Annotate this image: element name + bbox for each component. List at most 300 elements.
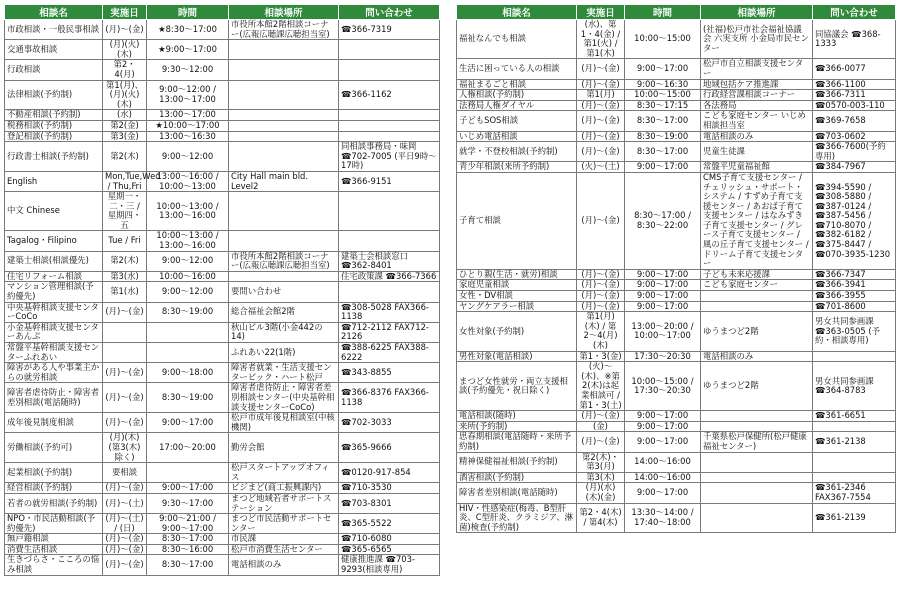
- cell-place: [229, 110, 339, 121]
- table-row: [5, 40, 440, 60]
- cell-day: 第2(木): [103, 251, 147, 271]
- cell-contact: ☎0570-003-110: [813, 100, 896, 111]
- header-place: 相談場所: [701, 5, 813, 20]
- cell-day: 要相談: [103, 463, 147, 483]
- cell-name: 障害者差別相談(電話随時): [457, 483, 577, 503]
- cell-day: (月)〜(金): [103, 483, 147, 494]
- cell-place: CMS子育て支援センター / チェリッシュ・サポート・システム / すずめ子育て支援センター / あおば子育て支援センター / はなみずき子育て支援センター / グレース子育て支援センター / 風の丘子育て支援センター / ドリーム子育て支援センター: [701, 172, 813, 269]
- table-row: [5, 120, 440, 131]
- cell-contact: 男女共同参画課 ☎364-8783: [813, 362, 896, 411]
- cell-contact: ☎366-3941: [813, 280, 896, 291]
- cell-place: [229, 142, 339, 172]
- cell-day: (月)〜(金): [577, 280, 625, 291]
- table-row: [5, 413, 440, 433]
- cell-place: [701, 503, 813, 533]
- table-row: [457, 452, 896, 472]
- cell-contact: ☎703-8301: [339, 493, 440, 513]
- cell-name: 酒害相談(予約制): [457, 472, 577, 483]
- cell-contact: ☎365-6565: [339, 544, 440, 555]
- cell-contact: 男女共同参画課 ☎363-0505 (予約・相談専用): [813, 312, 896, 351]
- cell-day: (水)、第1・4(金) / 第1(火) / 第1(木): [577, 20, 625, 59]
- cell-name: Tagalog・Filipino: [5, 231, 103, 251]
- cell-day: (月)〜(金): [103, 302, 147, 322]
- cell-place: [229, 192, 339, 231]
- table-row: [5, 131, 440, 142]
- table-row: [5, 514, 440, 534]
- table-row: [5, 282, 440, 302]
- cell-day: (月)〜(金): [103, 20, 147, 40]
- cell-name: 障害者虐待防止・障害者差別相談(電話随時): [5, 383, 103, 413]
- cell-day: 第2・4(月): [103, 60, 147, 80]
- cell-place: [701, 472, 813, 483]
- cell-time: ★8:30〜17:00: [147, 20, 229, 40]
- cell-name: 青少年相談(来所予約制): [457, 162, 577, 173]
- table-row: [5, 544, 440, 555]
- cell-contact: ☎710-6080: [339, 534, 440, 545]
- cell-time: 9:00〜17:00: [625, 301, 701, 312]
- cell-contact: ☎703-0602: [813, 131, 896, 142]
- right-table-panel: [456, 4, 896, 533]
- cell-name: HIV・性感染症(梅毒、B型肝炎、C型肝炎、クラミジア、淋菌)検査(予約制): [457, 503, 577, 533]
- cell-contact: 健康推進課 ☎703-9293(相談専用): [339, 555, 440, 575]
- cell-name: 起業相談(予約制): [5, 463, 103, 483]
- cell-day: 第2(金): [103, 120, 147, 131]
- cell-contact: ☎712-2112 FAX712-2126: [339, 322, 440, 342]
- cell-contact: ☎0120-917-854: [339, 463, 440, 483]
- cell-day: 第3(木): [577, 472, 625, 483]
- table-row: [457, 483, 896, 503]
- cell-day: (月)〜(金): [577, 59, 625, 79]
- cell-name: 行政相談: [5, 60, 103, 80]
- table-row: [5, 343, 440, 363]
- cell-time: 8:30〜17:00: [147, 555, 229, 575]
- right-header-row: [457, 5, 896, 20]
- cell-place: 総合福祉会館2階: [229, 302, 339, 322]
- table-row: [5, 322, 440, 342]
- cell-time: 9:00〜17:00: [625, 291, 701, 302]
- cell-day: (月)〜(金): [103, 363, 147, 383]
- table-row: [457, 312, 896, 351]
- cell-name: ヤングケアラー相談: [457, 301, 577, 312]
- table-row: [457, 411, 896, 422]
- header-contact: 問い合わせ: [813, 5, 896, 20]
- cell-name: 福祉まるごと相談: [457, 79, 577, 90]
- cell-contact: ☎308-5028 FAX366-1138: [339, 302, 440, 322]
- table-row: [457, 472, 896, 483]
- cell-time: 8:30〜17:00 / 8:30〜22:00: [625, 172, 701, 269]
- cell-name: 障害がある人や事業主からの就労相談: [5, 363, 103, 383]
- cell-contact: [339, 231, 440, 251]
- cell-time: 9:00〜21:00 / 9:00〜17:00: [147, 514, 229, 534]
- cell-time: 8:30〜19:00: [147, 383, 229, 413]
- cell-name: 法務局人権ダイヤル: [457, 100, 577, 111]
- cell-time: 8:30〜19:00: [625, 131, 701, 142]
- cell-day: (月)〜(金): [577, 269, 625, 280]
- table-row: [457, 100, 896, 111]
- cell-name: 消費生活相談: [5, 544, 103, 555]
- cell-day: 第1(月)(木) / 第2〜4(月)(木): [577, 312, 625, 351]
- cell-time: ★10:00〜17:00: [147, 120, 229, 131]
- cell-place: ふれあい22(1階): [229, 343, 339, 363]
- cell-place: 障害者虐待防止・障害者差別相談センター(中央基幹相談支援センターCoCo): [229, 383, 339, 413]
- cell-day: 第2(木)・第3(月): [577, 452, 625, 472]
- cell-contact: 建築士会相談窓口 ☎362-8401: [339, 251, 440, 271]
- cell-time: 9:00〜17:00: [147, 483, 229, 494]
- table-row: [5, 60, 440, 80]
- table-row: [457, 280, 896, 291]
- table-row: [5, 534, 440, 545]
- cell-name: 不動産相談(予約制): [5, 110, 103, 121]
- cell-time: 9:30〜17:00: [147, 493, 229, 513]
- cell-place: [229, 60, 339, 80]
- cell-time: 9:00〜17:00: [147, 413, 229, 433]
- cell-time: 10:00〜15:00: [625, 90, 701, 101]
- table-row: [5, 363, 440, 383]
- cell-contact: ☎366-3955: [813, 291, 896, 302]
- cell-name: 子どもSOS相談: [457, 111, 577, 131]
- table-row: [457, 131, 896, 142]
- cell-place: 行政経営課相談コーナー: [701, 90, 813, 101]
- cell-contact: 同協議会 ☎368-1333: [813, 20, 896, 59]
- cell-day: (月)〜(金): [577, 411, 625, 422]
- cell-time: 8:30〜19:00: [147, 302, 229, 322]
- cell-contact: [813, 421, 896, 432]
- cell-name: 家庭児童相談: [457, 280, 577, 291]
- cell-place: 市役所本館2階相談コーナー(広報広聴課広聴担当室): [229, 20, 339, 40]
- cell-contact: ☎361-6651: [813, 411, 896, 422]
- cell-day: (月)〜(金): [103, 534, 147, 545]
- cell-name: まつど女性就労・両立支援相談(予約優先・祝日除く): [457, 362, 577, 411]
- cell-contact: ☎366-7347: [813, 269, 896, 280]
- cell-name: 経営相談(予約制): [5, 483, 103, 494]
- cell-day: 第1・3(金): [577, 351, 625, 362]
- cell-contact: ☎366-1100: [813, 79, 896, 90]
- cell-place: まつど市民活動サポートセンター: [229, 514, 339, 534]
- cell-name: 男性対象(電話相談): [457, 351, 577, 362]
- cell-day: 第1(月)、(月)(火)(木): [103, 80, 147, 110]
- cell-time: 8:30〜16:00: [147, 544, 229, 555]
- table-row: [457, 142, 896, 162]
- cell-day: (月)〜(金): [577, 432, 625, 452]
- cell-day: (月)〜(土): [103, 493, 147, 513]
- cell-day: [103, 343, 147, 363]
- table-row: [457, 162, 896, 173]
- cell-day: 第3(水): [103, 271, 147, 282]
- cell-time: 13:30〜14:00 / 17:40〜18:00: [625, 503, 701, 533]
- header-consultation-name: 相談名: [5, 5, 103, 20]
- header-contact: 問い合わせ: [339, 5, 440, 20]
- cell-contact: [813, 351, 896, 362]
- cell-day: (月)〜(金): [577, 131, 625, 142]
- left-header-row: [5, 5, 440, 20]
- header-time: 時間: [147, 5, 229, 20]
- cell-name: 生活に困っている人の相談: [457, 59, 577, 79]
- cell-contact: [339, 110, 440, 121]
- cell-contact: ☎365-9666: [339, 433, 440, 463]
- cell-place: ビジまど(商工振興課内): [229, 483, 339, 494]
- table-row: [5, 383, 440, 413]
- cell-contact: 住宅政策課 ☎366-7366: [339, 271, 440, 282]
- cell-name: 交通事故相談: [5, 40, 103, 60]
- header-place: 相談場所: [229, 5, 339, 20]
- cell-place: 千葉県松戸保健所(松戸健康福祉センター): [701, 432, 813, 452]
- cell-place: 市民課: [229, 534, 339, 545]
- cell-time: [147, 322, 229, 342]
- cell-day: 第3(金): [103, 131, 147, 142]
- cell-name: 福祉なんでも相談: [457, 20, 577, 59]
- cell-time: 8:30〜17:15: [625, 100, 701, 111]
- cell-place: こども家庭センター: [701, 280, 813, 291]
- cell-name: 女性対象(予約制): [457, 312, 577, 351]
- table-row: [5, 302, 440, 322]
- cell-time: 9:00〜17:00: [625, 280, 701, 291]
- cell-contact: ☎361-2138: [813, 432, 896, 452]
- cell-time: 13:00〜20:00 / 10:00〜17:00: [625, 312, 701, 351]
- table-row: [5, 20, 440, 40]
- cell-contact: [813, 472, 896, 483]
- table-row: [457, 291, 896, 302]
- cell-place: [701, 483, 813, 503]
- cell-place: (社福)松戸市社会福祉協議会 六実支所 小金局市民センター: [701, 20, 813, 59]
- header-time: 時間: [625, 5, 701, 20]
- cell-contact: ☎384-7967: [813, 162, 896, 173]
- cell-day: Mon,Tue,Wed / Thu,Fri: [103, 171, 147, 191]
- cell-name: 成年後見制度相談: [5, 413, 103, 433]
- cell-contact: ☎361-2139: [813, 503, 896, 533]
- cell-place: 松戸市消費生活センター: [229, 544, 339, 555]
- cell-name: 市政相談・一般民事相談: [5, 20, 103, 40]
- cell-place: 市役所本館2階相談コーナー(広報広聴課広聴担当室): [229, 251, 339, 271]
- cell-time: 9:00〜17:00: [625, 432, 701, 452]
- cell-day: (月)〜(金): [577, 172, 625, 269]
- header-day: 実施日: [577, 5, 625, 20]
- cell-day: (月)(水)(木)(金): [577, 483, 625, 503]
- cell-place: [701, 421, 813, 432]
- cell-time: ★9:00〜17:00: [147, 40, 229, 60]
- cell-place: 松戸市成年後見相談室(中核機関): [229, 413, 339, 433]
- cell-time: 9:00〜12:00: [147, 142, 229, 172]
- table-row: [457, 20, 896, 59]
- cell-time: 8:30〜17:00: [147, 534, 229, 545]
- cell-day: (火)〜(木)、※第2(木)は起業相談可 / 第1・3(土): [577, 362, 625, 411]
- cell-contact: ☎702-3033: [339, 413, 440, 433]
- table-row: [457, 503, 896, 533]
- cell-time: 17:30〜20:30: [625, 351, 701, 362]
- cell-place: 地域包括ケア推進課: [701, 79, 813, 90]
- cell-time: 9:30〜12:00: [147, 60, 229, 80]
- cell-name: 来所(予約制): [457, 421, 577, 432]
- cell-place: [701, 301, 813, 312]
- cell-day: (月)〜(金): [577, 79, 625, 90]
- cell-name: 電話相談(随時): [457, 411, 577, 422]
- cell-place: [229, 271, 339, 282]
- cell-name: 無戸籍相談: [5, 534, 103, 545]
- cell-contact: ☎366-7319: [339, 20, 440, 40]
- cell-contact: ☎361-2346 FAX367-7554: [813, 483, 896, 503]
- cell-day: (金): [577, 421, 625, 432]
- cell-time: 13:00〜16:30: [147, 131, 229, 142]
- header-day: 実施日: [103, 5, 147, 20]
- cell-place: [229, 231, 339, 251]
- cell-contact: ☎388-6225 FAX388-6222: [339, 343, 440, 363]
- cell-place: 常盤平児童福祉館: [701, 162, 813, 173]
- cell-name: 若者の就労相談(予約制): [5, 493, 103, 513]
- cell-day: 第2・4(木) / 第4(木): [577, 503, 625, 533]
- cell-place: [229, 80, 339, 110]
- cell-name: いじめ電話相談: [457, 131, 577, 142]
- cell-time: 9:00〜17:00: [625, 411, 701, 422]
- cell-place: [229, 131, 339, 142]
- cell-time: 10:00〜13:00 / 13:00〜16:00: [147, 192, 229, 231]
- cell-contact: ☎394-5590 / ☎308-5880 / ☎387-0124 / ☎387-5456 / ☎710-8070 / ☎382-6182 / ☎375-8447 / ☎070-3935-1230: [813, 172, 896, 269]
- cell-name: ひとり親(生活・就労)相談: [457, 269, 577, 280]
- table-row: [457, 362, 896, 411]
- cell-place: 各法務局: [701, 100, 813, 111]
- cell-contact: ☎366-0077: [813, 59, 896, 79]
- cell-place: [229, 120, 339, 131]
- table-row: [5, 231, 440, 251]
- cell-day: (月)〜(金): [103, 413, 147, 433]
- cell-day: (月)〜(金): [577, 111, 625, 131]
- cell-day: (月)〜(土) / (日): [103, 514, 147, 534]
- cell-place: 電話相談のみ: [701, 131, 813, 142]
- cell-day: (月)〜(金): [577, 301, 625, 312]
- cell-name: 小金基幹相談支援センターあんぷ: [5, 322, 103, 342]
- cell-day: (月)〜(金): [103, 544, 147, 555]
- cell-place: ゆうまつど2階: [701, 362, 813, 411]
- cell-time: 9:00〜12:00: [147, 251, 229, 271]
- cell-place: 電話相談のみ: [229, 555, 339, 575]
- header-consultation-name: 相談名: [457, 5, 577, 20]
- cell-time: 9:00〜17:00: [625, 421, 701, 432]
- cell-day: (月)(火)(木): [103, 40, 147, 60]
- cell-contact: [339, 192, 440, 231]
- cell-time: 10:00〜15:00 / 17:30〜20:30: [625, 362, 701, 411]
- cell-contact: ☎369-7658: [813, 111, 896, 131]
- cell-place: 子ども未来応援課: [701, 269, 813, 280]
- cell-name: 精神保健福祉相談(予約制): [457, 452, 577, 472]
- left-consultation-table: [4, 4, 440, 576]
- cell-contact: [339, 60, 440, 80]
- cell-name: マンション管理相談(予約優先): [5, 282, 103, 302]
- table-row: [5, 483, 440, 494]
- cell-contact: ☎366-9151: [339, 171, 440, 191]
- cell-name: 住宅リフォーム相談: [5, 271, 103, 282]
- table-row: [5, 251, 440, 271]
- cell-time: 9:00〜12:00: [147, 282, 229, 302]
- cell-time: 8:30〜17:00: [625, 142, 701, 162]
- cell-day: (月)〜(金): [577, 142, 625, 162]
- cell-contact: ☎343-8855: [339, 363, 440, 383]
- table-row: [457, 432, 896, 452]
- cell-time: 13:00〜16:00 / 10:00〜13:00: [147, 171, 229, 191]
- cell-place: 松戸市自立相談支援センター: [701, 59, 813, 79]
- cell-time: [147, 463, 229, 483]
- cell-time: 9:00〜12:00 / 13:00〜17:00: [147, 80, 229, 110]
- cell-time: 14:00〜16:00: [625, 452, 701, 472]
- table-row: [5, 493, 440, 513]
- table-row: [457, 172, 896, 269]
- cell-time: 9:00〜17:00: [625, 59, 701, 79]
- cell-name: 建築士相談(相談優先): [5, 251, 103, 271]
- cell-place: 松戸スタートアップオフィス: [229, 463, 339, 483]
- cell-contact: ☎366-7600(予約専用): [813, 142, 896, 162]
- cell-time: 9:00〜17:00: [625, 269, 701, 280]
- cell-day: 第2(木): [103, 142, 147, 172]
- cell-contact: ☎701-8600: [813, 301, 896, 312]
- cell-day: (火)〜(土): [577, 162, 625, 173]
- cell-place: 電話相談のみ: [701, 351, 813, 362]
- cell-name: 女性・DV相談: [457, 291, 577, 302]
- cell-contact: ☎366-8376 FAX366-1138: [339, 383, 440, 413]
- cell-name: NPO・市民活動相談(予約優先): [5, 514, 103, 534]
- table-row: [5, 80, 440, 110]
- cell-time: 17:00〜20:00: [147, 433, 229, 463]
- table-row: [457, 90, 896, 101]
- cell-day: (月)(木)(第3(木)除く): [103, 433, 147, 463]
- cell-contact: ☎365-5522: [339, 514, 440, 534]
- cell-day: [103, 322, 147, 342]
- cell-time: 13:00〜17:00: [147, 110, 229, 121]
- cell-contact: [339, 282, 440, 302]
- cell-contact: ☎710-3530: [339, 483, 440, 494]
- cell-time: 10:00〜13:00 / 13:00〜16:00: [147, 231, 229, 251]
- table-row: [5, 463, 440, 483]
- cell-name: 中央基幹相談支援センターCoCo: [5, 302, 103, 322]
- cell-time: 9:00〜17:00: [625, 483, 701, 503]
- cell-day: (月)〜(金): [103, 555, 147, 575]
- cell-day: (月)〜(金): [577, 100, 625, 111]
- cell-name: 登記相談(予約制): [5, 131, 103, 142]
- cell-name: 就学・不登校相談(予約制): [457, 142, 577, 162]
- cell-name: 子育て相談: [457, 172, 577, 269]
- cell-name: 法律相談(予約制): [5, 80, 103, 110]
- cell-day: 第1(月): [577, 90, 625, 101]
- cell-name: 生きづらさ・こころの悩み相談: [5, 555, 103, 575]
- table-row: [457, 79, 896, 90]
- cell-time: 8:30〜17:00: [625, 111, 701, 131]
- cell-place: [701, 411, 813, 422]
- cell-time: 9:00〜16:30: [625, 79, 701, 90]
- cell-time: [147, 343, 229, 363]
- table-row: [457, 111, 896, 131]
- table-row: [5, 171, 440, 191]
- table-row: [457, 59, 896, 79]
- cell-time: 9:00〜18:00: [147, 363, 229, 383]
- cell-time: 9:00〜17:00: [625, 162, 701, 173]
- cell-day: (月)〜(金): [103, 383, 147, 413]
- table-row: [5, 555, 440, 575]
- cell-name: English: [5, 171, 103, 191]
- cell-contact: ☎366-7311: [813, 90, 896, 101]
- cell-place: ゆうまつど2階: [701, 312, 813, 351]
- cell-day: 第1(水): [103, 282, 147, 302]
- cell-day: (水): [103, 110, 147, 121]
- cell-contact: ☎366-1162: [339, 80, 440, 110]
- cell-name: 人権相談(予約制): [457, 90, 577, 101]
- right-consultation-table: [456, 4, 896, 533]
- cell-day: 星期一・二・三 / 星期四・五: [103, 192, 147, 231]
- cell-place: まつど地域若者サポートステーション: [229, 493, 339, 513]
- cell-name: 税務相談(予約制): [5, 120, 103, 131]
- cell-place: [229, 40, 339, 60]
- cell-day: (月)〜(金): [577, 291, 625, 302]
- cell-place: City Hall main bld. Level2: [229, 171, 339, 191]
- cell-name: 労働相談(予約可): [5, 433, 103, 463]
- cell-place: 要問い合わせ: [229, 282, 339, 302]
- cell-time: 10:00〜16:00: [147, 271, 229, 282]
- cell-contact: [339, 120, 440, 131]
